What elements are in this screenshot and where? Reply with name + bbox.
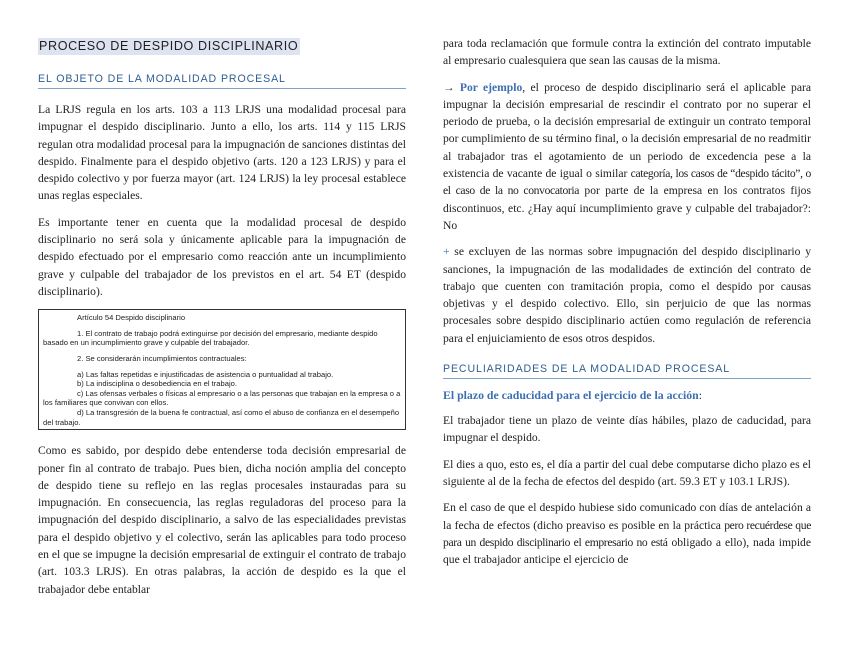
preaviso-text-condensed: pero recuérdese que para un despido disciplinario el empresario no está — [443, 518, 811, 549]
subheading-plazo-caducidad — [443, 388, 811, 403]
section-heading-peculiaridades: PECULIARIDADES DE LA MODALIDAD PROCESAL — [443, 363, 811, 379]
paragraph-reclamacion: para toda reclamación que formule contra la extinción del contrato imputable al empresario cualesquiera que sean las causas de la misma. — [443, 37, 811, 68]
paragraph-como-es-sabido: Como es sabido, por despido debe entenderse toda decisión empresarial de poner fin al contrato de trabajo. Pues bien, dicha noción amplia del concepto de despido tiene su reflejo en las reglas procesales instauradas para su impugnación. En consecuencia, las reglas reguladoras del proceso para la impugnación del despido disciplinario, a salvo de las especialidades previstas para el despido objetivo y el colectivo, serán las aplicables para todo proceso en el que se impugne la decisión empresarial de extinguir el contrato de trabajo (art. 103.3 LRJS). En otras palabras, la acción de despido es la que el trabajador debe entablar — [38, 444, 406, 596]
paragraph-importante: Es importante tener en cuenta que la modalidad procesal de despido disciplinario no será sola y únicamente aplicable para la impugnación de despido efectuado por el empresario como reacción ante un incumplimiento grave y culpable del trabajador de los previstos en el art. 54 ET (despido disciplinario). — [38, 215, 406, 298]
quote-item-b: b) La indisciplina o desobediencia en el trabajo. — [77, 379, 237, 389]
right-column — [443, 32, 811, 568]
quote-item-c: c) Las ofensas verbales o físicas al empresario o a las personas que trabajan en la empresa o a los familiares que convivan con ellos. — [43, 388, 401, 408]
paragraph-dies-a-quo: El dies a quo, esto es, el día a partir del cual debe computarse dicho plazo es el siguiente al de la fecha de efectos del despido (art. 59.3 ET y 103.1 LRJS). — [443, 457, 811, 488]
paragraph-exclusion — [443, 243, 811, 347]
left-column — [38, 32, 406, 598]
quote-item-2: 2. Se considerarán incumplimientos contractuales: — [77, 354, 247, 364]
por-ejemplo-text-condensed: categoría, los casos de “despido tácito”, o el caso de la no convocatoria — [443, 167, 811, 198]
subheading-text: El plazo de caducidad para el ejercicio de la acción — [443, 388, 699, 403]
plus-icon: + — [443, 245, 450, 259]
preaviso-text: En el caso de que el despido hubiese sido comunicado con días de antelación a la fecha de efectos (dicho preaviso es posible en la práctica — [443, 501, 811, 532]
quote-heading: Artículo 54 Despido disciplinario — [77, 313, 186, 323]
subheading-colon: : — [698, 388, 702, 403]
quote-item-a: a) Las faltas repetidas e injustificadas de asistencia o puntualidad al trabajo. — [77, 369, 334, 379]
arrow-right-icon: → — [443, 80, 455, 94]
por-ejemplo-label: Por ejemplo — [459, 80, 523, 94]
paragraph-por-ejemplo — [443, 79, 811, 235]
quote-item-1: 1. El contrato de trabajo podrá extinguirse por decisión del empresario, mediante despido basado en un incumplimiento grave y culpable del trabajador. — [43, 328, 378, 348]
paragraph-preaviso — [443, 499, 811, 568]
paragraph-lrjs-regula: La LRJS regula en los arts. 103 a 113 LRJS una modalidad procesal para impugnar el despido disciplinario. Junto a ello, los arts. 114 y 115 LRJS regulan otra modalidad procesal para la impugnación de sanciones distintas del despido. Finalmente para el despido objetivo (arts. 120 a 123 LRJS) y para el despido colectivo y por fuerza mayor (art. 124 LRJS) la ley procesal establece unas reglas especiales. — [38, 103, 406, 203]
exclusion-text: se excluyen de las normas sobre impugnación del despido disciplinario y sanciones, la impugnación de las modalidades de extinción del contrato de trabajo que cuenten con tramitación propia, como el despido por causas objetivas y el despido colectivo. Ello, sin perjuicio de que las normas procesales sobre despido disciplinario actúen como regulación de referencia para el enjuiciamiento de esos otros despidos. — [443, 245, 811, 345]
paragraph-veinte-dias: El trabajador tiene un plazo de veinte días hábiles, plazo de caducidad, para impugnar el despido. — [443, 414, 811, 445]
por-ejemplo-text: , el proceso de despido disciplinario será el aplicable para impugnar la decisión empresarial de rescindir el contrato por no superar el periodo de prueba, o la decisión empresarial de extinguir un contrato temporal por cumplimiento de su término final, o la decisión empresarial de no readmitir al trabajador tras el agotamiento de un periodo de excedencia pese a la existencia de vacante de igual o similar — [443, 80, 811, 181]
por-ejemplo-text-end: por parte de la empresa en los contratos fijos discontinuos, etc. ¿Hay aquí incumplimiento grave y culpable del trabajador?: No — [443, 184, 811, 232]
document-title: PROCESO DE DESPIDO DISCIPLINARIO — [39, 39, 299, 53]
article-54-quote-box — [38, 309, 406, 430]
section-heading-objeto: EL OBJETO DE LA MODALIDAD PROCESAL — [38, 73, 406, 89]
preaviso-text-end: obligado a ello), nada impide que el trabajador anticipe el ejercicio de — [443, 535, 811, 567]
quote-item-d: d) La transgresión de la buena fe contractual, así como el abuso de confianza en el desempeño del trabajo. — [43, 408, 400, 427]
